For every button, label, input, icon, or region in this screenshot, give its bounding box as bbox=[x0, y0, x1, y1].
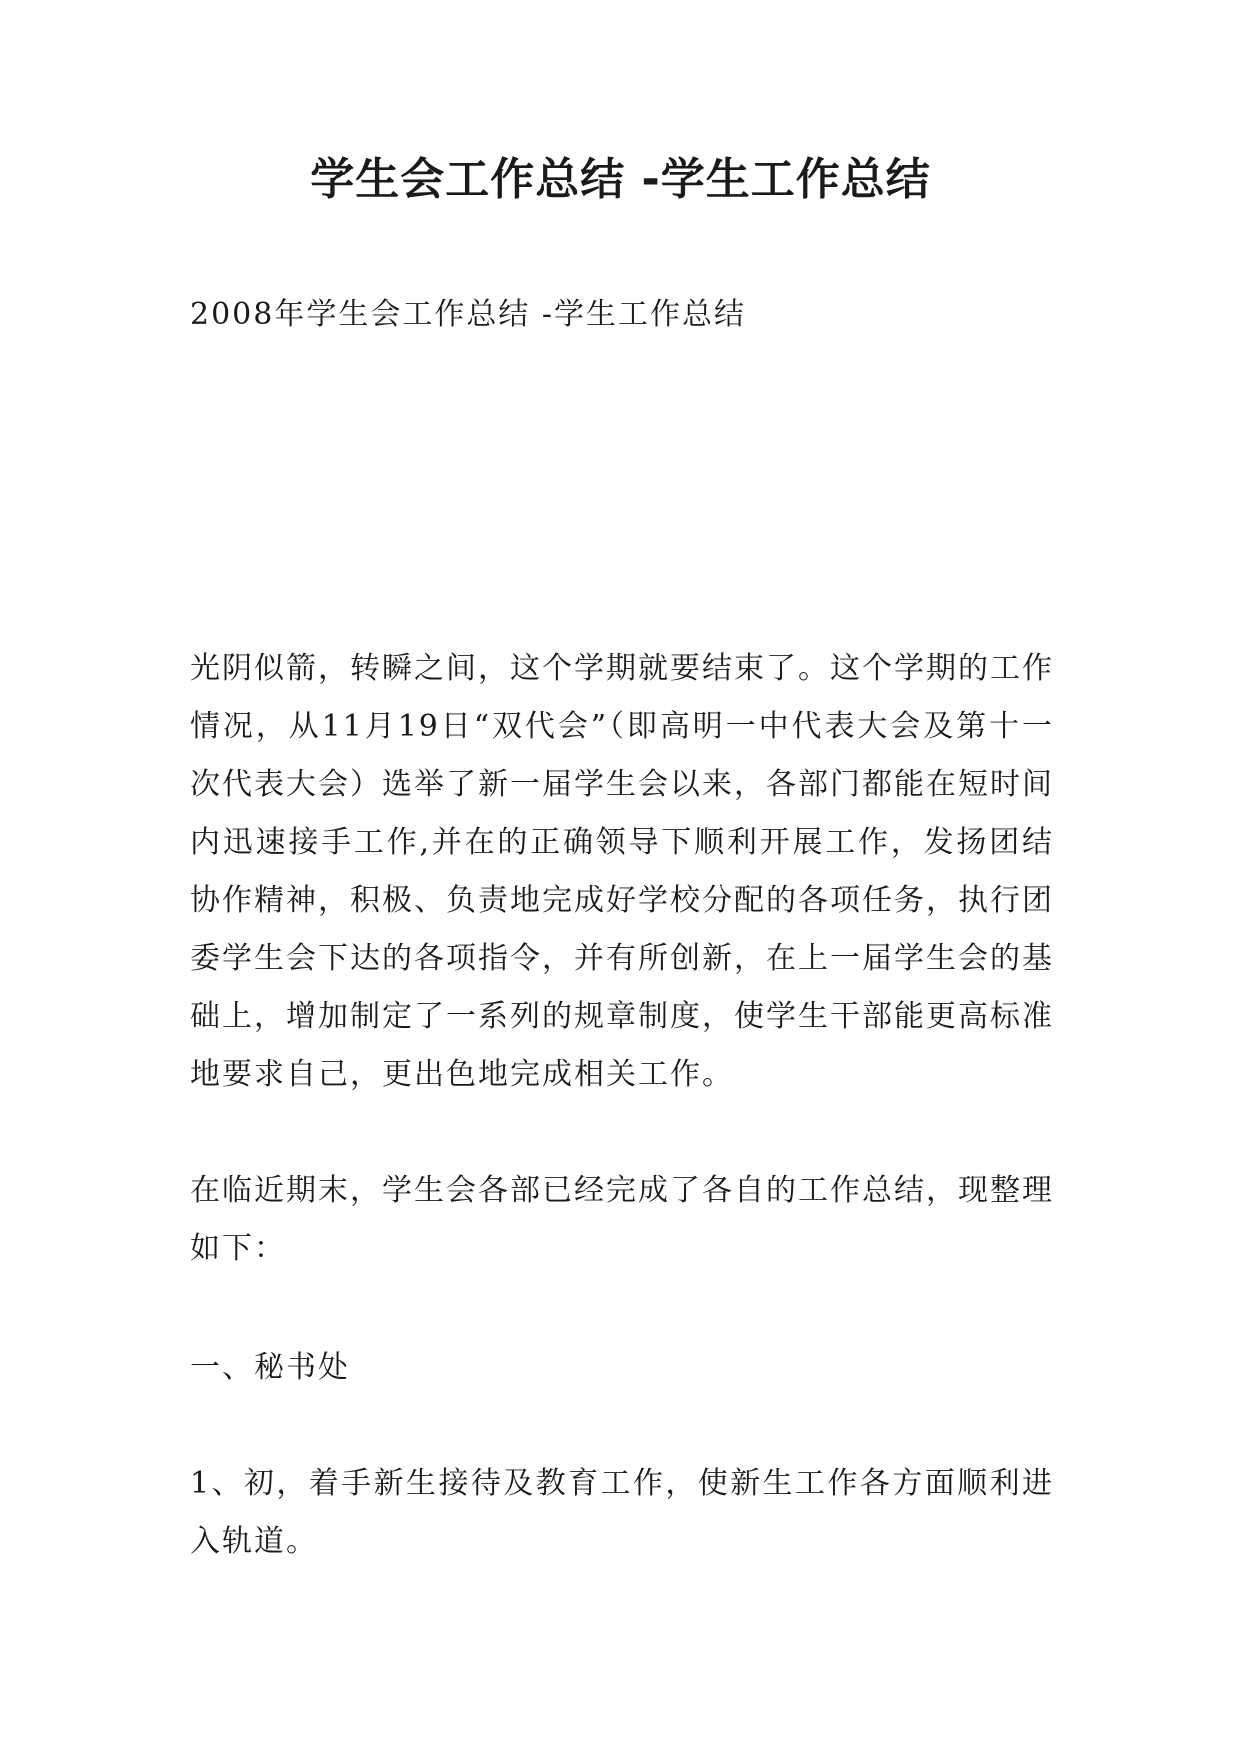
paragraph-summary-note: 在临近期末，学生会各部已经完成了各自的工作总结，现整理如下： bbox=[190, 1173, 1054, 1266]
document-subtitle: 2008年学生会工作总结 -学生工作总结 bbox=[190, 297, 747, 332]
paragraph-intro: 光阴似箭，转瞬之间，这个学期就要结束了。这个学期的工作情况，从11月19日“双代会”（即高明一中代表大会及第十一次代表大会）选举了新一届学生会以来，各部门都能在短时间内迅速接手工作,并在的正确领导下顺利开展工作，发扬团结协作精神，积极、负责地完成好学校分配的各项任务，执行团委学生会下达的各项指令，并有所创新，在上一届学生会的基础上，增加制定了一系列的规章制度，使学生干部能更高标准地要求自己，更出色地完成相关工作。 bbox=[190, 651, 1054, 1092]
section-heading-secretariat: 一、秘书处 bbox=[190, 1350, 350, 1385]
list-item-1: 1、初，着手新生接待及教育工作，使新生工作各方面顺利进入轨道。 bbox=[190, 1466, 1054, 1559]
document-title: 学生会工作总结 -学生工作总结 bbox=[310, 154, 931, 205]
